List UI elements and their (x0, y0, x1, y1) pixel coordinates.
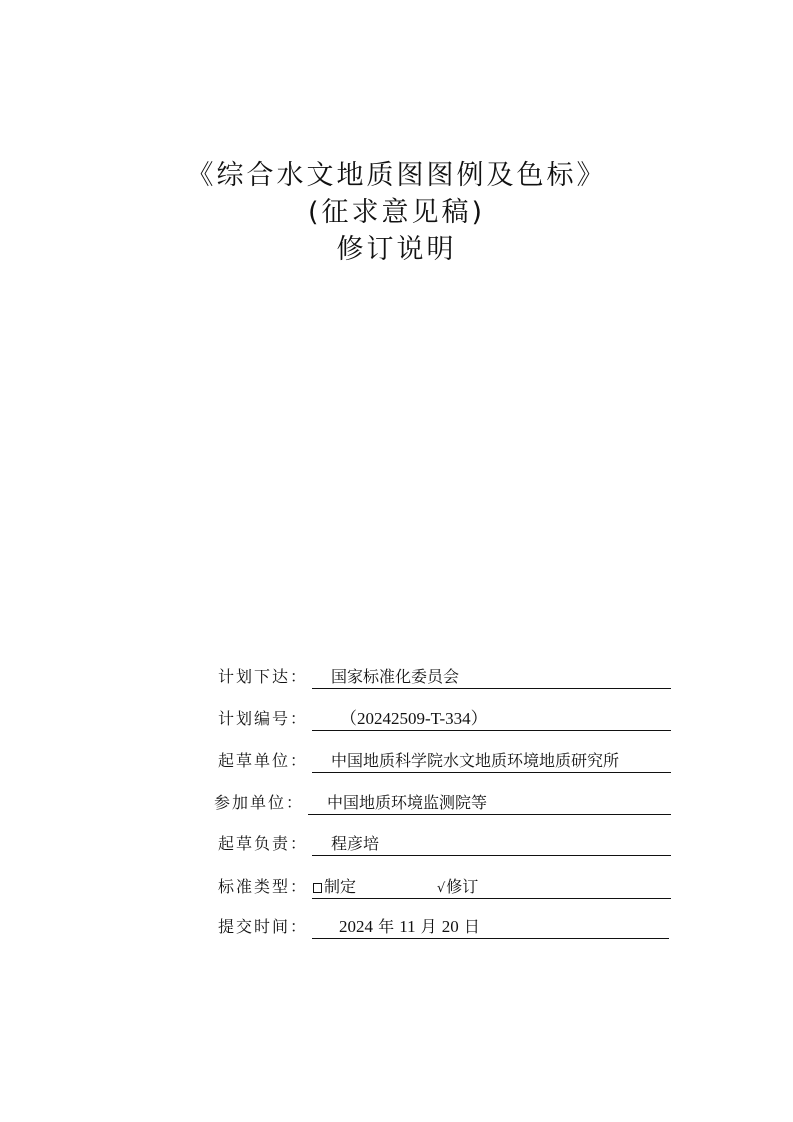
submission-month: 11 (399, 917, 416, 936)
submission-time-field (312, 916, 669, 939)
title-line-main: 《综合水文地质图图例及色标》 (186, 160, 607, 191)
drafting-unit-label: 起草单位： (218, 751, 309, 770)
option-formulate-label: 制定 (324, 877, 357, 896)
drafting-lead-label: 起草负责： (218, 834, 309, 853)
month-unit: 月 (420, 917, 437, 936)
document-title (0, 158, 793, 269)
drafting-unit-field (312, 750, 671, 773)
participating-unit-label: 参加单位： (214, 793, 305, 812)
participating-unit-field (308, 792, 671, 815)
drafting-lead-value: 程彦培 (331, 834, 380, 853)
year-unit: 年 (378, 917, 395, 936)
plan-number-label: 计划编号： (218, 709, 309, 728)
drafting-lead-row (0, 833, 793, 859)
drafting-unit-value: 中国地质科学院水文地质环境地质研究所 (331, 751, 620, 770)
submission-time-row (0, 916, 793, 942)
plan-number-value: （20242509-T-334） (340, 709, 488, 728)
title-line-draft-status: (征求意见稿) (307, 197, 486, 228)
standard-type-row (0, 876, 793, 902)
submission-date (339, 916, 480, 938)
standard-type-field (312, 876, 671, 899)
checkmark-icon[interactable]: √ (437, 881, 446, 896)
day-unit: 日 (463, 917, 480, 936)
standard-type-label: 标准类型： (218, 877, 309, 896)
checkbox-unchecked-icon[interactable] (313, 883, 322, 893)
participating-unit-value: 中国地质环境监测院等 (327, 793, 488, 812)
plan-issuer-row (0, 666, 793, 692)
option-revise-label: 修订 (446, 877, 479, 896)
title-line-revision-notes: 修订说明 (336, 234, 457, 265)
drafting-unit-row (0, 750, 793, 776)
option-formulate[interactable] (313, 876, 356, 898)
submission-time-label: 提交时间： (218, 917, 309, 936)
option-revise[interactable] (437, 876, 478, 899)
plan-number-row (0, 708, 793, 734)
participating-unit-row (0, 792, 793, 818)
plan-number-field (312, 708, 671, 731)
plan-issuer-field (312, 666, 671, 689)
drafting-lead-field (312, 833, 671, 856)
submission-day: 20 (441, 917, 459, 936)
plan-issuer-label: 计划下达： (218, 667, 309, 686)
submission-year: 2024 (339, 917, 373, 936)
plan-issuer-value: 国家标准化委员会 (331, 667, 460, 686)
